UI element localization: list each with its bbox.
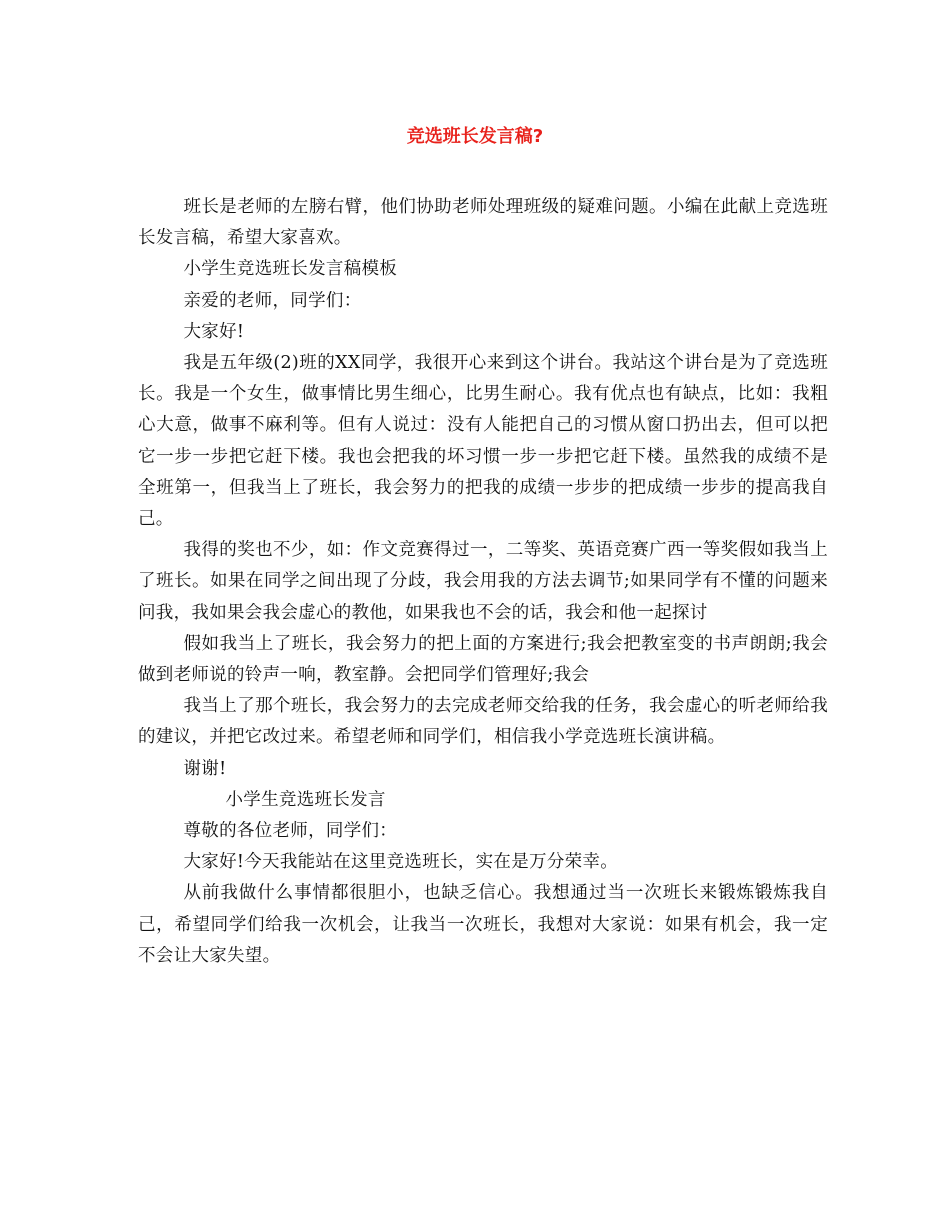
- paragraph-plans: 假如我当上了班长，我会努力的把上面的方案进行;我会把教室变的书声朗朗;我会做到老师说的铃声一响，教室静。会把同学们管理好;我会: [138, 633, 828, 686]
- section-heading-template: 小学生竞选班长发言稿模板: [183, 259, 398, 280]
- paragraph-commitment: 我当上了那个班长，我会努力的去完成老师交给我的任务，我会虚心的听老师给我的建议，并把它改过来。希望老师和同学们，相信我小学竞选班长演讲稿。: [138, 696, 828, 748]
- greeting-2: 大家好!今天我能站在这里竞选班长，实在是万分荣幸。: [183, 852, 619, 873]
- paragraph-awards: 我得的奖也不少，如：作文竞赛得过一，二等奖、英语竞赛广西一等奖假如我当上了班长。如果在同学之间出现了分歧，我会用我的方法去调节;如果同学有不懂的问题来问我，我如果会我会虚心的教他，如果我也不会的话，我会和他一起探讨: [138, 540, 828, 623]
- salutation-2: 尊敬的各位老师，同学们：: [183, 821, 398, 842]
- thanks: 谢谢!: [183, 758, 227, 779]
- document-body: [138, 192, 828, 972]
- paragraph-motivation: 从前我做什么事情都很胆小，也缺乏信心。我想通过当一次班长来锻炼锻炼我自己，希望同学们给我一次机会，让我当一次班长，我想对大家说：如果有机会，我一定不会让大家失望。: [138, 883, 828, 966]
- paragraph-intro: 班长是老师的左膀右臂，他们协助老师处理班级的疑难问题。小编在此献上竞选班长发言稿，希望大家喜欢。: [138, 197, 828, 249]
- document-title: 竞选班长发言稿?: [406, 126, 544, 147]
- salutation: 亲爱的老师，同学们：: [183, 290, 362, 311]
- greeting: 大家好!: [183, 321, 245, 342]
- section-heading-speech: 小学生竞选班长发言: [225, 789, 386, 810]
- paragraph-self-intro: 我是五年级(2)班的XX同学，我很开心来到这个讲台。我站这个讲台是为了竞选班长。我是一个女生，做事情比男生细心，比男生耐心。我有优点也有缺点，比如：我粗心大意，做事不麻利等。但有人说过：没有人能把自己的习惯从窗口扔出去，但可以把它一步一步把它赶下楼。我也会把我的坏习惯一步一步把它赶下楼。虽然我的成绩不是全班第一，但我当上了班长，我会努力的把我的成绩一步步的把成绩一步步的提高我自己。: [138, 353, 828, 530]
